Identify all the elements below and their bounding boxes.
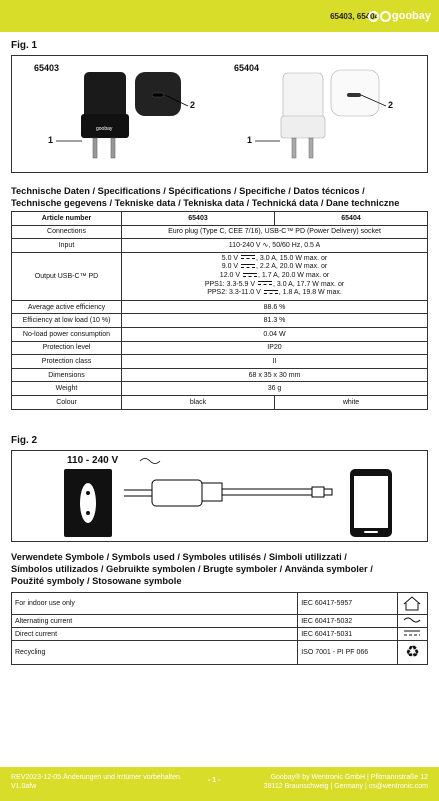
footer-bar <box>0 767 439 801</box>
table-row: Article number 65403 65404 <box>12 212 428 226</box>
goobay-logo: goobay <box>368 10 431 22</box>
charging-diagram <box>12 451 429 543</box>
table-row: Recycling ISO 7001 - PI PF 066 ♻ <box>12 641 428 665</box>
table-row: Input 110-240 V ∿, 50/60 Hz, 0.5 A <box>12 239 428 253</box>
fig1-label: Fig. 1 <box>11 40 38 51</box>
fig2-label: Fig. 2 <box>11 435 38 446</box>
footer-right: Goobay® by Wentronic GmbH | Pfitmannstraße 12 38112 Braunschweig | Germany | cs@wentronic.com <box>263 774 428 790</box>
table-row: Weight 36 g <box>12 382 428 396</box>
header-bar <box>0 0 439 32</box>
brand-mark-black: goobay <box>96 126 113 132</box>
table-row: Protection class II <box>12 355 428 369</box>
dc-icon <box>397 628 427 641</box>
table-row: Output USB-C™ PD 5.0 V , 3.0 A, 15.0 W max. or 9.0 V , 2.2 A, 20.0 W max. or 12.0 V , 1.7 A, 20.0 W max. or PPS1: 3.3-5.9 V , 3.0 A, 17.7 W max. or PPS2: 3.3-11.0 V , 1.8 A, 19.8 W max. <box>12 252 428 300</box>
callout-1-left: 1 <box>48 135 54 145</box>
symbols-table <box>11 592 428 665</box>
table-row: Colour black white <box>12 395 428 409</box>
fig1-box <box>11 55 428 173</box>
table-row: Direct current IEC 60417-5031 <box>12 628 428 641</box>
table-row: Protection level IP20 <box>12 341 428 355</box>
table-row: Dimensions 68 x 35 x 30 mm <box>12 368 428 382</box>
charger-black-illustration <box>12 56 429 174</box>
article-codes: 65403, 65404 <box>330 12 379 21</box>
ac-symbol: ∿ <box>262 242 269 250</box>
symbols-heading: Verwendete Symbole / Symbols used / Symboles utilisés / Simboli utilizzati / Símbolos utilizados / Gebruikte symbolen / Brugte symboler / Använda symboler / Použité symboly / Stosowane symbole <box>11 552 373 586</box>
footer-left: REV2023-12-05 Änderungen und Irrtümer vorbehalten. V1.0afw <box>11 774 182 790</box>
table-row: Efficiency at low load (10 %) 81.3 % <box>12 314 428 328</box>
callout-1-right: 1 <box>247 135 253 145</box>
fig1-left-title: 65403 <box>34 63 60 73</box>
ac-icon <box>397 615 427 628</box>
specifications-table <box>11 211 428 410</box>
specs-heading: Technische Daten / Specifications / Spécifications / Specifiche / Datos técnicos / Technische gegevens / Tekniske data / Tekniska data / Technická data / Dane techniczne <box>11 186 400 208</box>
table-row: Average active efficiency 88.6 % <box>12 300 428 314</box>
callout-2-right: 2 <box>388 100 394 110</box>
table-row: No-load power consumption 0.04 W <box>12 327 428 341</box>
table-row: For indoor use only IEC 60417-5957 <box>12 593 428 615</box>
table-row: Connections Euro plug (Type C, CEE 7/16), USB-C™ PD (Power Delivery) socket <box>12 225 428 239</box>
house-icon <box>397 593 427 615</box>
fig1-right-title: 65404 <box>234 63 260 73</box>
page-number: - 1 - <box>208 777 221 784</box>
recycle-icon: ♻ <box>397 641 427 665</box>
fig2-voltage: 110 - 240 V <box>67 455 119 466</box>
callout-2-left: 2 <box>190 100 196 110</box>
table-row: Alternating current IEC 60417-5032 <box>12 615 428 628</box>
fig2-box <box>11 450 428 542</box>
